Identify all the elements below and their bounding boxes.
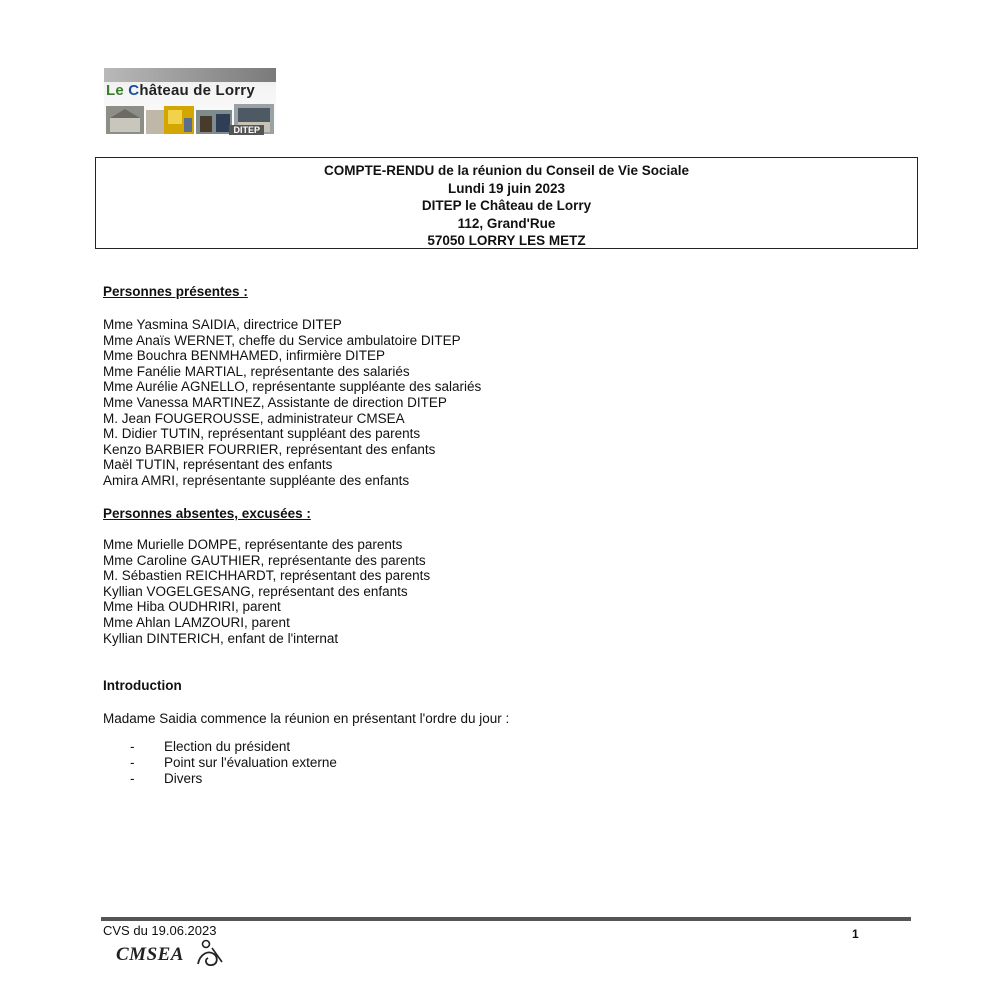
cmsea-logo [116,944,184,966]
list-item: Mme Murielle DOMPE, représentante des parents [103,537,403,552]
logo-title [106,82,255,99]
list-item: Mme Ahlan LAMZOURI, parent [103,614,290,630]
list-item [130,739,337,755]
logo-title-rest: hâteau de Lorry [139,82,255,99]
absent-list [103,537,430,646]
footer-divider [101,917,911,921]
list-item: Mme Caroline GAUTHIER, représentante des parents [103,552,426,568]
chateau-de-lorry-logo [104,68,276,136]
present-title: Personnes présentes : [103,284,248,299]
logo-bar [104,68,276,82]
page-number: 1 [852,927,859,941]
list-item: Mme Hiba OUDHRIRI, parent [103,599,281,615]
bullet: - [130,739,135,754]
header-street: 112, Grand'Rue [457,215,556,231]
present-list [103,317,481,489]
list-item: Kyllian DINTERICH, enfant de l'internat [103,630,339,646]
document-header [95,157,918,249]
agenda-item-label: Point sur l'évaluation externe [164,755,337,770]
footer-date: CVS du 19.06.2023 [103,923,217,938]
list-item: Kyllian VOGELGESANG, représentant des enfants [103,583,408,599]
list-item: Mme Aurélie AGNELLO, représentante suppléante des salariés [103,379,482,395]
cmsea-logo-text: CMSEA [116,944,184,965]
bullet: - [130,755,135,770]
header-establishment: DITEP le Château de Lorry [421,198,592,214]
list-item: Mme Yasmina SAIDIA, directrice DITEP [103,317,342,332]
list-item: Amira AMRI, représentante suppléante des enfants [103,472,410,488]
logo-badge: DITEP [229,125,264,135]
header-city: 57050 LORRY LES METZ [427,233,586,249]
absent-title: Personnes absentes, excusées : [103,506,311,521]
list-item: M. Didier TUTIN, représentant suppléant des parents [103,426,421,442]
logo-title-c: C [128,82,140,99]
agenda-item-label: Divers [164,771,203,786]
list-item: Mme Vanessa MARTINEZ, Assistante de direction DITEP [103,394,447,410]
agenda-list [130,739,337,787]
header-title: COMPTE-RENDU de la réunion du Conseil de Vie Sociale [323,163,690,178]
list-item: M. Jean FOUGEROUSSE, administrateur CMSEA [103,410,405,426]
cmsea-figure-icon [194,938,228,968]
list-item: M. Sébastien REICHHARDT, représentant des parents [103,568,431,584]
introduction-title: Introduction [103,678,182,693]
header-date: Lundi 19 juin 2023 [447,180,566,196]
bullet: - [130,771,135,786]
logo-title-prefix: Le [106,82,129,99]
list-item: Kenzo BARBIER FOURRIER, représentant des enfants [103,441,436,457]
list-item: Mme Fanélie MARTIAL, représentante des salariés [103,363,410,379]
list-item [130,755,337,771]
agenda-item-label: Election du président [164,739,291,754]
list-item: Mme Bouchra BENMHAMED, infirmière DITEP [103,348,386,364]
list-item: Maël TUTIN, représentant des enfants [103,457,333,473]
list-item [130,771,337,787]
list-item: Mme Anaïs WERNET, cheffe du Service ambulatoire DITEP [103,332,461,348]
introduction-text: Madame Saidia commence la réunion en présentant l'ordre du jour : [103,711,510,726]
